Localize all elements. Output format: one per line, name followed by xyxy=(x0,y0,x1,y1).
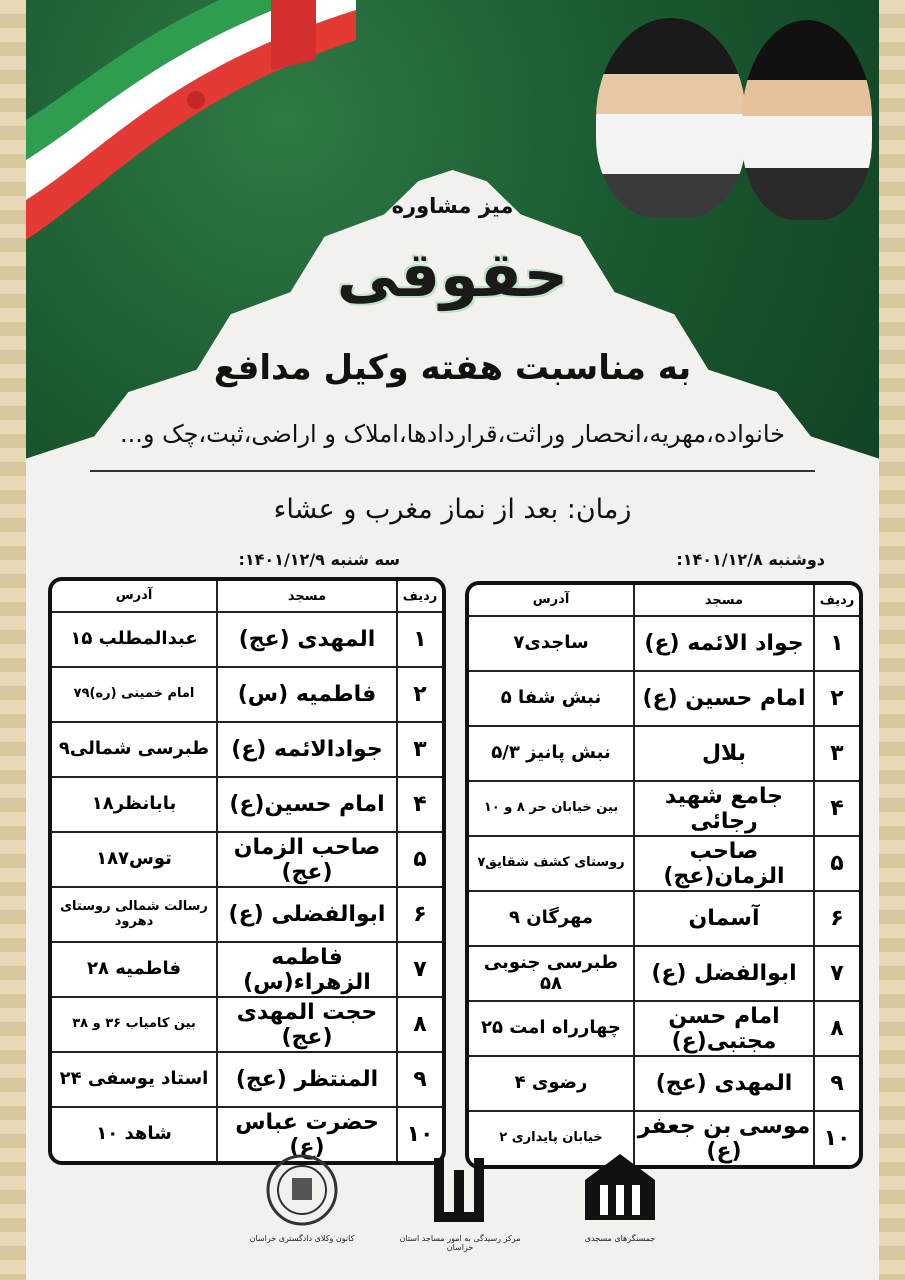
row-number: ۱۰ xyxy=(396,1108,442,1161)
table-header xyxy=(52,581,442,613)
mosque-name: صاحب الزمان (عج) xyxy=(216,833,396,886)
hamsangar-logo xyxy=(550,1150,690,1243)
table-row xyxy=(52,778,442,833)
table-row xyxy=(469,782,859,837)
iran-flag-image xyxy=(26,0,356,260)
mosque-name: امام حسین(ع) xyxy=(216,778,396,831)
portrait-image-1 xyxy=(596,18,746,218)
markaz-logo xyxy=(390,1150,530,1252)
monday-date: دوشنبه ۱۴۰۱/۱۲/۸: xyxy=(676,550,825,569)
hamsangar-caption: جمسنگرهای مسجدی xyxy=(584,1234,656,1243)
header-address: آدرس xyxy=(532,591,570,607)
mosque-address: نبش پانیز ۵/۳ xyxy=(491,742,611,764)
mosque-address: رضوی ۴ xyxy=(514,1072,588,1094)
mosque-address: طبرسی جنوبی ۵۸ xyxy=(483,951,619,994)
mosque-name: فاطمیه (س) xyxy=(216,668,396,721)
mosque-address: فاطمیه ۲۸ xyxy=(86,958,182,980)
mosque-name: صاحب الزمان(عج) xyxy=(633,837,813,890)
mosque-address: رسالت شمالی روستای دهرود xyxy=(60,898,208,929)
row-number: ۹ xyxy=(813,1057,859,1110)
table-row xyxy=(469,672,859,727)
mosque-name: المنتظر (عج) xyxy=(216,1053,396,1106)
row-number: ۲ xyxy=(396,668,442,721)
mosque-name: آسمان xyxy=(633,892,813,945)
mosque-name: جواد الائمه (ع) xyxy=(633,617,813,670)
mosque-name: حجت المهدی (عج) xyxy=(216,998,396,1051)
mosque-name: بلال xyxy=(633,727,813,780)
mosque-dome-icon xyxy=(575,1150,665,1230)
row-number: ۱ xyxy=(396,613,442,666)
topics-line: خانواده،مهریه،انحصار وراثت،قراردادها،املاک و اراضی،ثبت،چک و... xyxy=(120,420,785,448)
row-number: ۵ xyxy=(396,833,442,886)
mosque-address: مهرگان ۹ xyxy=(508,907,594,929)
row-number: ۷ xyxy=(813,947,859,1000)
mosque-address: بابانظر۱۸ xyxy=(91,793,177,815)
row-number: ۱۰ xyxy=(813,1112,859,1165)
row-number: ۲ xyxy=(813,672,859,725)
mosque-address: بین کامیاب ۳۶ و ۳۸ xyxy=(72,1016,196,1032)
mosque-name: موسی بن جعفر (ع) xyxy=(633,1112,813,1165)
row-number: ۷ xyxy=(396,943,442,996)
mosque-name: امام حسین (ع) xyxy=(633,672,813,725)
table-row xyxy=(52,723,442,778)
kanoon-logo xyxy=(232,1150,372,1243)
mosque-name: ابوالفضلی (ع) xyxy=(216,888,396,941)
mosque-address: نبش شفا ۵ xyxy=(500,687,602,709)
row-number: ۴ xyxy=(396,778,442,831)
mosque-address: بین خیابان حر ۸ و ۱۰ xyxy=(483,800,619,816)
table-row xyxy=(469,837,859,892)
divider xyxy=(90,470,815,472)
decorative-border-right xyxy=(879,0,905,1280)
row-number: ۶ xyxy=(813,892,859,945)
table-row xyxy=(52,613,442,668)
mosque-name: المهدی (عج) xyxy=(633,1057,813,1110)
mosque-address: طبرسی شمالی۹ xyxy=(58,738,210,760)
row-number: ۶ xyxy=(396,888,442,941)
mosque-address: چهارراه امت ۲۵ xyxy=(480,1017,622,1039)
row-number: ۱ xyxy=(813,617,859,670)
mosque-name: امام حسن مجتبی(ع) xyxy=(633,1002,813,1055)
table-row xyxy=(469,1002,859,1057)
mosque-address: روستای کشف شقایق۷ xyxy=(477,855,625,871)
row-number: ۴ xyxy=(813,782,859,835)
kanoon-caption: کانون وکلای دادگستری خراسان xyxy=(249,1234,355,1243)
row-number: ۸ xyxy=(396,998,442,1051)
mosque-address: توس۱۸۷ xyxy=(96,848,172,870)
table-row xyxy=(469,892,859,947)
main-title: حقوقی xyxy=(336,238,569,311)
mosque-address: خیابان پایداری ۲ xyxy=(499,1130,603,1146)
subtitle: میز مشاوره xyxy=(391,194,514,218)
time-line: زمان: بعد از نماز مغرب و عشاء xyxy=(273,494,632,525)
table-row xyxy=(52,943,442,998)
mosque-address: عبدالمطلب ۱۵ xyxy=(70,628,198,650)
header-row-number: ردیف xyxy=(396,581,442,611)
decorative-border-left xyxy=(0,0,26,1280)
mosque-name: حضرت عباس (ع) xyxy=(216,1108,396,1161)
header-row-number: ردیف xyxy=(813,585,859,615)
mosque-address: استاد یوسفی ۲۴ xyxy=(59,1068,209,1090)
row-number: ۸ xyxy=(813,1002,859,1055)
mosque-address: امام خمینی (ره)۷۹ xyxy=(73,686,195,702)
mosque-address: ساجدی۷ xyxy=(513,632,589,654)
table-row xyxy=(469,1057,859,1112)
table-row xyxy=(469,727,859,782)
row-number: ۹ xyxy=(396,1053,442,1106)
tuesday-date: سه شنبه ۱۴۰۱/۱۲/۹: xyxy=(238,550,400,569)
table-row xyxy=(52,888,442,943)
header-mosque: مسجد xyxy=(216,581,396,611)
table-row xyxy=(52,668,442,723)
monday-table xyxy=(465,581,863,1169)
mosque-name: فاطمه الزهراء(س) xyxy=(216,943,396,996)
table-row xyxy=(469,617,859,672)
mosque-name: ابوالفضل (ع) xyxy=(633,947,813,1000)
mosque-name: جوادالائمه (ع) xyxy=(216,723,396,776)
calligraphy-icon xyxy=(420,1150,500,1230)
header-mosque: مسجد xyxy=(633,585,813,615)
portrait-image-2 xyxy=(742,20,872,220)
mosque-name: جامع شهید رجائی xyxy=(633,782,813,835)
row-number: ۵ xyxy=(813,837,859,890)
emblem-icon xyxy=(262,1150,342,1230)
row-number: ۳ xyxy=(813,727,859,780)
header-address: آدرس xyxy=(115,587,153,603)
tuesday-table xyxy=(48,577,446,1165)
occasion-heading: به مناسبت هفته وکیل مدافع xyxy=(213,348,692,388)
table-row xyxy=(52,998,442,1053)
mosque-name: المهدی (عج) xyxy=(216,613,396,666)
table-row xyxy=(52,1053,442,1108)
mosque-address: شاهد ۱۰ xyxy=(96,1123,172,1145)
table-row xyxy=(469,947,859,1002)
markaz-caption: مرکز رسیدگی به امور مساجد استان خراسان xyxy=(399,1234,521,1252)
table-row xyxy=(52,833,442,888)
row-number: ۳ xyxy=(396,723,442,776)
table-header xyxy=(469,585,859,617)
